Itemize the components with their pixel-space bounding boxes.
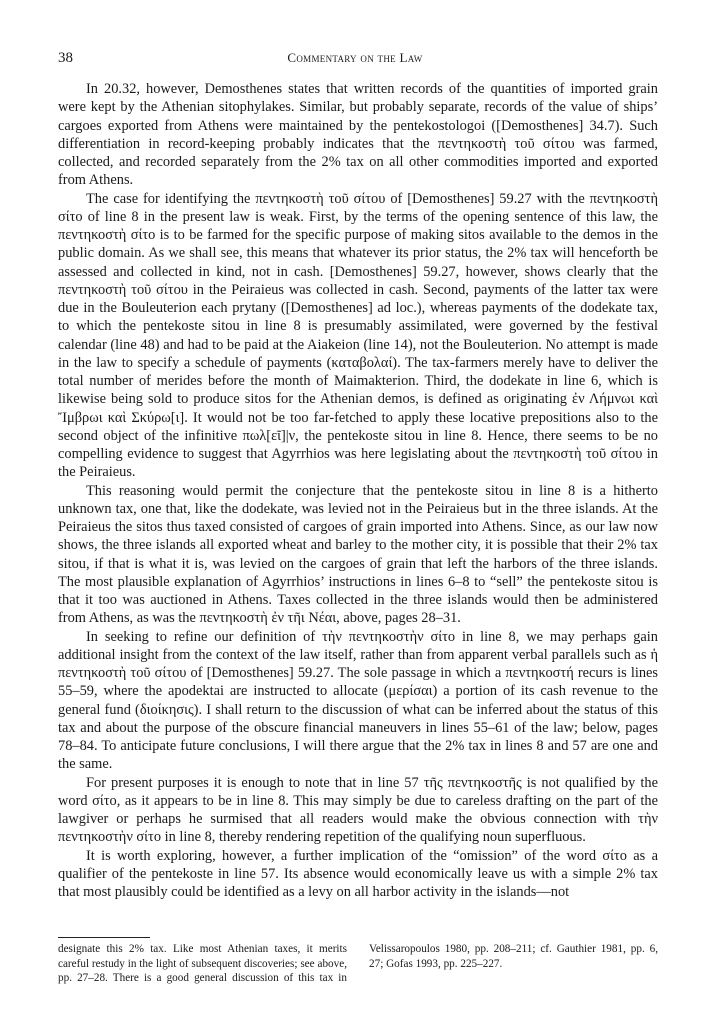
main-text	[58, 80, 658, 901]
footnote-divider	[58, 937, 150, 938]
paragraph: The case for identifying the πεντηκοστὴ τοῦ σίτου of [Demosthenes] 59.27 with the πεντηκοστὴ σίτο of line 8 in the present law is weak. First, by the terms of the opening sentence of this law, the πεντηκοστὴ σίτο is to be farmed for the specific purpose of making sitos available to the demos in the public domain. As we shall see, this means that whatever its prior status, the 2% tax will henceforth be assessed and collected in kind, not in cash. [Demosthenes] 59.27, however, shows clearly that the πεντηκοστὴ τοῦ σίτου in the Peiraieus was collected in cash. Second, payments of the latter tax were due in the Bouleuterion each prytany ([Demosthenes] ad loc.), whereas payments of the dodekate tax, to which the pentekoste sitou in line 8 is presumably assimilated, were governed by the festival calendar (line 48) and had to be paid at the Aiakeion (line 14), not the Bouleuterion. No attempt is made in the law to specify a schedule of payments (καταβολαί). The tax-farmers merely have to deliver the total number of merides before the month of Maimakterion. Third, the dodekate in line 6, which is likewise being sold to produce sitos for the Athenian demos, is defined as originating ἐν Λήμνωι καὶ Ἴμβρωι καὶ Σκύρω[ι]. It would not be too far-fetched to apply these locative prepositions also to the second object of the infinitive πωλ[εῖ]|ν, the pentekoste sitou in line 8. Hence, there seems to be no compelling evidence to suggest that Agyrrhios was here legislating about the πεντηκοστὴ τοῦ σίτου in the Peiraieus.	[58, 190, 658, 481]
running-title: Commentary on the Law	[287, 50, 423, 65]
page-number: 38	[58, 50, 73, 66]
paragraph: In 20.32, however, Demosthenes states that written records of the quantities of imported grain were kept by the Athenian sitophylakes. Similar, but probably separate, records of the value of ships’ cargoes exported from Athens were maintained by the pentekostologoi ([Demosthenes] 34.7). Such differentiation in record-keeping probably indicates that the πεντηκοστὴ τοῦ σίτου was farmed, collected, and recorded separately from the 2% tax on all other commodities imported and exported from Athens.	[58, 81, 658, 189]
footnote: designate this 2% tax. Like most Athenian taxes, it merits careful restudy in the light of subsequent discoveries; see above, pp. 27–28. There is a good general discussion of this tax in Velissaropoulos 1980, pp. 208–211; cf. Gauthier 1981, pp. 6, 27; Gofas 1993, pp. 225–227.	[58, 943, 658, 985]
paragraph: For present purposes it is enough to note that in line 57 τῆς πεντηκοστῆς is not qualified by the word σίτο, as it appears to be in line 8. This may simply be due to careless drafting on the part of the lawgiver or perhaps he surmised that all readers would make the obvious connection with τὴν πεντηκοστὴν σίτο in line 8, thereby rendering repetition of the qualifying noun superfluous.	[58, 774, 658, 846]
paragraph: This reasoning would permit the conjecture that the pentekoste sitou in line 8 is a hitherto unknown tax, one that, like the dodekate, was levied not in the Peiraieus but in the three islands. At the Peiraieus the sitos thus taxed consisted of cargoes of grain imported into Athens. Since, as our law now shows, the three islands all exported wheat and barley to the mother city, it is possible that their 2% tax sitou, if that is what it is, was levied on the cargoes of grain that left the harbors of the three islands. The most plausible explanation of Agyrrhios’ instructions in lines 6–8 to “sell” the pentekoste sitou is that it too was auctioned in Athens. Taxes collected in the three islands would then be administered from Athens, as was the πεντηκοστὴ ἐν τῆι Νέαι, above, pages 28–31.	[58, 482, 658, 627]
paragraph: It is worth exploring, however, a further implication of the “omission” of the word σίτο as a qualifier of the pentekoste in line 57. Its absence would economically leave us with a simple 2% tax that most plausibly could be identified as a levy on all harbor activity in the islands—not	[58, 847, 658, 900]
paragraph: In seeking to refine our definition of τὴν πεντηκοστὴν σίτο in line 8, we may perhaps gain additional insight from the context of the law itself, rather than from apparent verbal parallels such as ἡ πεντηκοστὴ τοῦ σίτου of [Demosthenes] 59.27. The sole passage in which a πεντηκοστή recurs is lines 55–59, where the apodektai are instructed to allocate (μερίσαι) a portion of its cash revenue to the general fund (διοίκησις). I shall return to the discussion of what can be inferred about the status of this tax and about the purpose of the obscure financial maneuvers in lines 55–61 of the law; below, pages 78–84. To anticipate future conclusions, I will there argue that the 2% tax in lines 8 and 57 are one and the same.	[58, 628, 658, 773]
